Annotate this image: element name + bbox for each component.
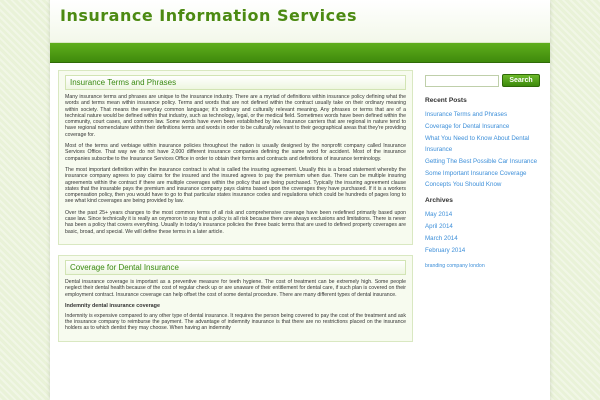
archive-link[interactable]: May 2014 [425, 211, 453, 218]
list-item [425, 232, 540, 243]
post-paragraph: The most important definition within the insurance contract is what is called the insuring agreement. Usually this is a broad statement whereby the insurance company agrees to pay claims for the insured and the insured agrees to pay the premium when due. There can be multiple insuring agreements within the contract if there are multiple coverages within the policy that are being purchased. Typically the insuring agreement clause states that the insurable pays the premium and insurance company pays claims based upon the coverages they have purchased. If it is a workers compensation policy, then you would have to go to that particular states insurance codes and regulations which could be hundreds of pages long to see what kind coverages are being provided by law. [65, 166, 406, 205]
list-item [425, 167, 540, 189]
post [58, 70, 413, 245]
post-paragraph: Over the past 25+ years changes to the most common terms of all risk and comprehensive coverage have been redefined primarily based upon case law. Since technically it is really an oxymoron to say that a policy is all risk because there are always exclusions and limitations. There is never has been a policy that covers everything. Usually in today's insurance policies the three basic terms that are used to defined property coverages are basic, broad, and special. We will define these terms in a later article. [65, 209, 406, 235]
search-button[interactable]: Search [502, 74, 540, 87]
list-item [425, 120, 540, 131]
list-item [425, 155, 540, 166]
post-paragraph: Many insurance terms and phrases are unique to the insurance industry. There are a myriad of definitions within insurance policy defining what the words and terms mean within insurance policy. Terms and words that are not defined within the contract usually take on their ordinary meaning within society. That means the everyday common language; it's ordinary and culturally relevant meaning. Any phrases or terms that are of a technical nature would be defined within that industry, such as technology, legal, or the medical field. Sometimes words have been defined within the community, court cases, and common law. Some words have even been established by law. Insurance carriers that are regional in nature tend to have regional nomenclature within their definitions terms and words in order to be culturally relevant to their geographical areas that they're providing coverage for. [65, 94, 406, 138]
nav-bar [50, 43, 550, 63]
search-input[interactable] [425, 75, 499, 87]
list-item [425, 220, 540, 231]
recent-posts-list [425, 108, 540, 189]
page-container [50, 0, 550, 400]
archives-list [425, 208, 540, 255]
recent-posts-title: Recent Posts [425, 97, 467, 104]
post-title-link[interactable]: Coverage for Dental Insurance [65, 260, 406, 275]
recent-post-link[interactable]: Getting The Best Possible Car Insurance [425, 158, 538, 165]
list-item [425, 208, 540, 219]
recent-post-link[interactable]: Some Important Insurance Coverage Concepts You Should Know [425, 170, 527, 188]
branding-link[interactable]: branding company london [425, 263, 485, 269]
archive-link[interactable]: March 2014 [425, 235, 458, 242]
archive-link[interactable]: February 2014 [425, 247, 466, 254]
sidebar [425, 74, 540, 269]
archives-title: Archives [425, 197, 453, 204]
post-subheading: Indemnity dental insurance coverage [65, 302, 160, 309]
archive-link[interactable]: April 2014 [425, 223, 453, 230]
recent-post-link[interactable]: Insurance Terms and Phrases [425, 111, 508, 118]
post [58, 255, 413, 342]
main-content [58, 70, 413, 352]
post-paragraph: Most of the terms and verbiage within insurance policies throughout the nation is usually designed by the nonprofit company called Insurance Services Office. That way we do not have 2,000 different insurance companies defining the same word for accident. Most of the insurance companies subscribe to the Insurance Services Office in order to obtain their forms and contracts and definitions of insurance terminology. [65, 143, 406, 162]
search-form [425, 74, 540, 87]
post-paragraph: Dental insurance coverage is important as a preventive measure for teeth hygiene. The cost of treatment can be extremely high. Some people neglect their dental health because of the cost of regular check up or are unaware of their entitlement for dental care, if such plan is covered on their employment contract. Insurance coverage can help offset the cost of some dental procedure. There are many different types of dental insurance. [65, 278, 406, 298]
post-title-link[interactable]: Insurance Terms and Phrases [65, 75, 406, 90]
list-item [425, 132, 540, 154]
list-item [425, 244, 540, 255]
site-header [50, 0, 550, 43]
recent-post-link[interactable]: Coverage for Dental Insurance [425, 123, 510, 130]
list-item [425, 108, 540, 119]
recent-post-link[interactable]: What You Need to Know About Dental Insurance [425, 135, 530, 153]
site-title[interactable]: Insurance Information Services [60, 6, 358, 25]
post-paragraph: Indemnity is expensive compared to any other type of dental insurance. It requires the person being covered to pay the cost of the treatment and ask the insurance company to reimburse the payment. The advantage of indemnity insurance is that there are no restrictions placed on the insurance holders as to which dentist they may choose. When having an indemnity [65, 312, 406, 332]
